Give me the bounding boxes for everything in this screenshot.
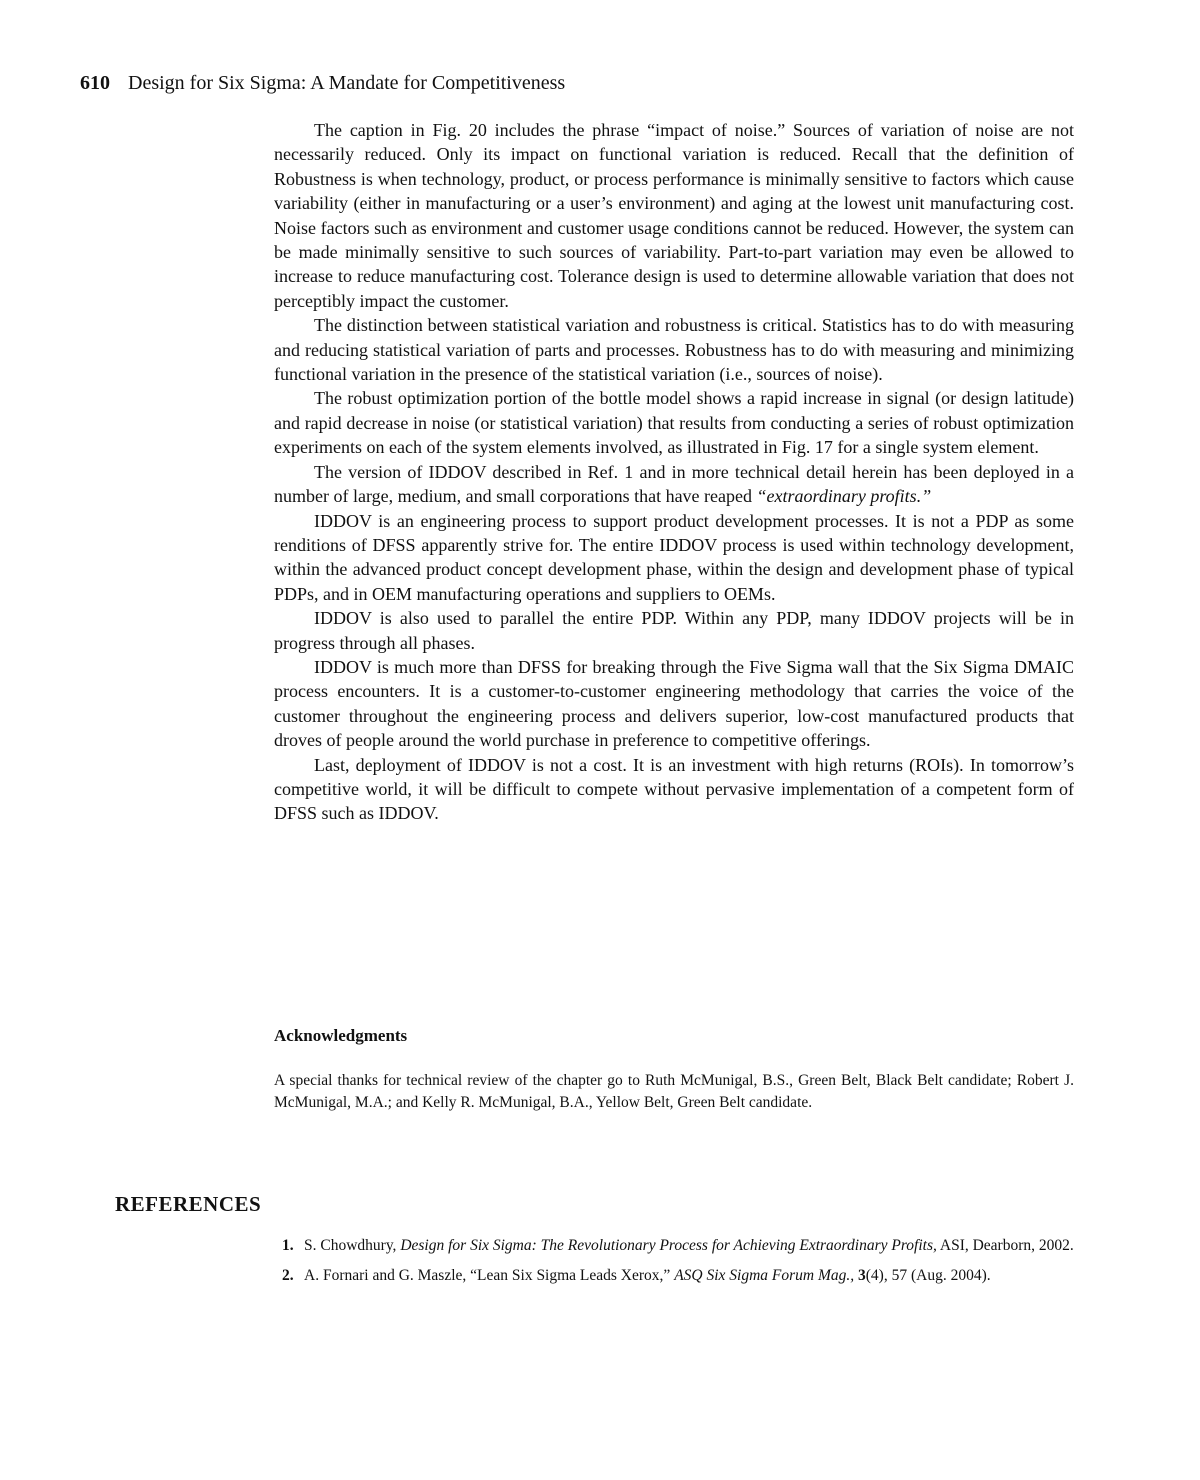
- paragraph-7: IDDOV is much more than DFSS for breaking through the Five Sigma wall that the Six Sigma DMAIC process encounters. It is a customer-to-customer engineering methodology that carries the voice of the customer throughout the engineering process and delivers superior, low-cost manufactured products that droves of people around the world purchase in preference to competitive offerings.: [274, 656, 1074, 751]
- reference-publisher: ASI, Dearborn, 2002.: [936, 1237, 1074, 1254]
- paragraph-6: IDDOV is also used to parallel the entire PDP. Within any PDP, many IDDOV projects will be in progress through all phases.: [274, 608, 1074, 653]
- reference-number: 1.: [282, 1237, 294, 1254]
- paragraph-4-text: The version of IDDOV described in Ref. 1 and in more technical detail herein has been deployed in a number of large, medium, and small corporations that have reaped: [274, 461, 1074, 507]
- running-header: [80, 70, 565, 96]
- running-title: Design for Six Sigma: A Mandate for Competitiveness: [128, 72, 566, 94]
- reference-volume: 3: [858, 1267, 866, 1284]
- reference-number: 2.: [282, 1267, 294, 1284]
- reference-authors: S. Chowdhury,: [304, 1237, 401, 1254]
- paragraph-8: Last, deployment of IDDOV is not a cost. It is an investment with high returns (ROIs). In tomorrow’s competitive world, it will be difficult to compete without pervasive implementation of a competent form of DFSS such as IDDOV.: [274, 754, 1074, 824]
- paragraph-2: The distinction between statistical variation and robustness is critical. Statistics has to do with measuring and reducing statistical variation of parts and processes. Robustness has to do with measuring and minimizing functional variation in the presence of the statistical variation (i.e., sources of noise).: [274, 315, 1074, 385]
- paragraph-3: The robust optimization portion of the bottle model shows a rapid increase in signal (or design latitude) and rapid decrease in noise (or statistical variation) that results from conducting a series of robust optimization experiments on each of the system elements involved, as illustrated in Fig. 17 for a single system element.: [274, 388, 1074, 458]
- acknowledgments-heading: Acknowledgments: [274, 1026, 408, 1045]
- paragraph-4: [274, 460, 1074, 509]
- reference-authors: A. Fornari and G. Maszle, “Lean Six Sigma Leads Xerox,”: [304, 1267, 675, 1284]
- references-heading: REFERENCES: [115, 1192, 262, 1216]
- paragraph-1: The caption in Fig. 20 includes the phrase “impact of noise.” Sources of variation of noise are not necessarily reduced. Only its impact on functional variation is reduced. Recall that the definition of Robustness is when technology, product, or process performance is minimally sensitive to factors which cause variability (either in manufacturing or a user’s environment) and aging at the lowest unit manufacturing cost. Noise factors such as environment and customer usage conditions cannot be reduced. However, the system can be made minimally sensitive to such sources of variability. Part-to-part variation may even be allowed to increase to reduce manufacturing cost. Tolerance design is used to determine allowable variation that does not perceptibly impact the customer.: [274, 120, 1074, 311]
- references-list: [274, 1236, 1074, 1296]
- reference-title: Design for Six Sigma: The Revolutionary Process for Achieving Extraordinary Profits,: [400, 1237, 937, 1254]
- paragraph-4-quote: “extraordinary profits.”: [756, 486, 932, 507]
- acknowledgments-text: A special thanks for technical review of the chapter go to Ruth McMunigal, B.S., Green Belt, Black Belt candidate; Robert J. McMunigal, M.A.; and Kelly R. McMunigal, B.A., Yellow Belt, Green Belt candidate.: [274, 1072, 1074, 1111]
- reference-publisher: (4), 57 (Aug. 2004).: [865, 1267, 991, 1284]
- reference-item: [274, 1266, 1074, 1286]
- body-text: [274, 118, 1074, 826]
- reference-item: [274, 1236, 1074, 1256]
- paragraph-5: IDDOV is an engineering process to support product development processes. It is not a PDP as some renditions of DFSS apparently strive for. The entire IDDOV process is used within technology development, within the advanced product concept development phase, within the design and development phase of typical PDPs, and in OEM manufacturing operations and suppliers to OEMs.: [274, 510, 1074, 604]
- page-number: 610: [80, 72, 110, 94]
- reference-title: ASQ Six Sigma Forum Mag.,: [674, 1267, 855, 1284]
